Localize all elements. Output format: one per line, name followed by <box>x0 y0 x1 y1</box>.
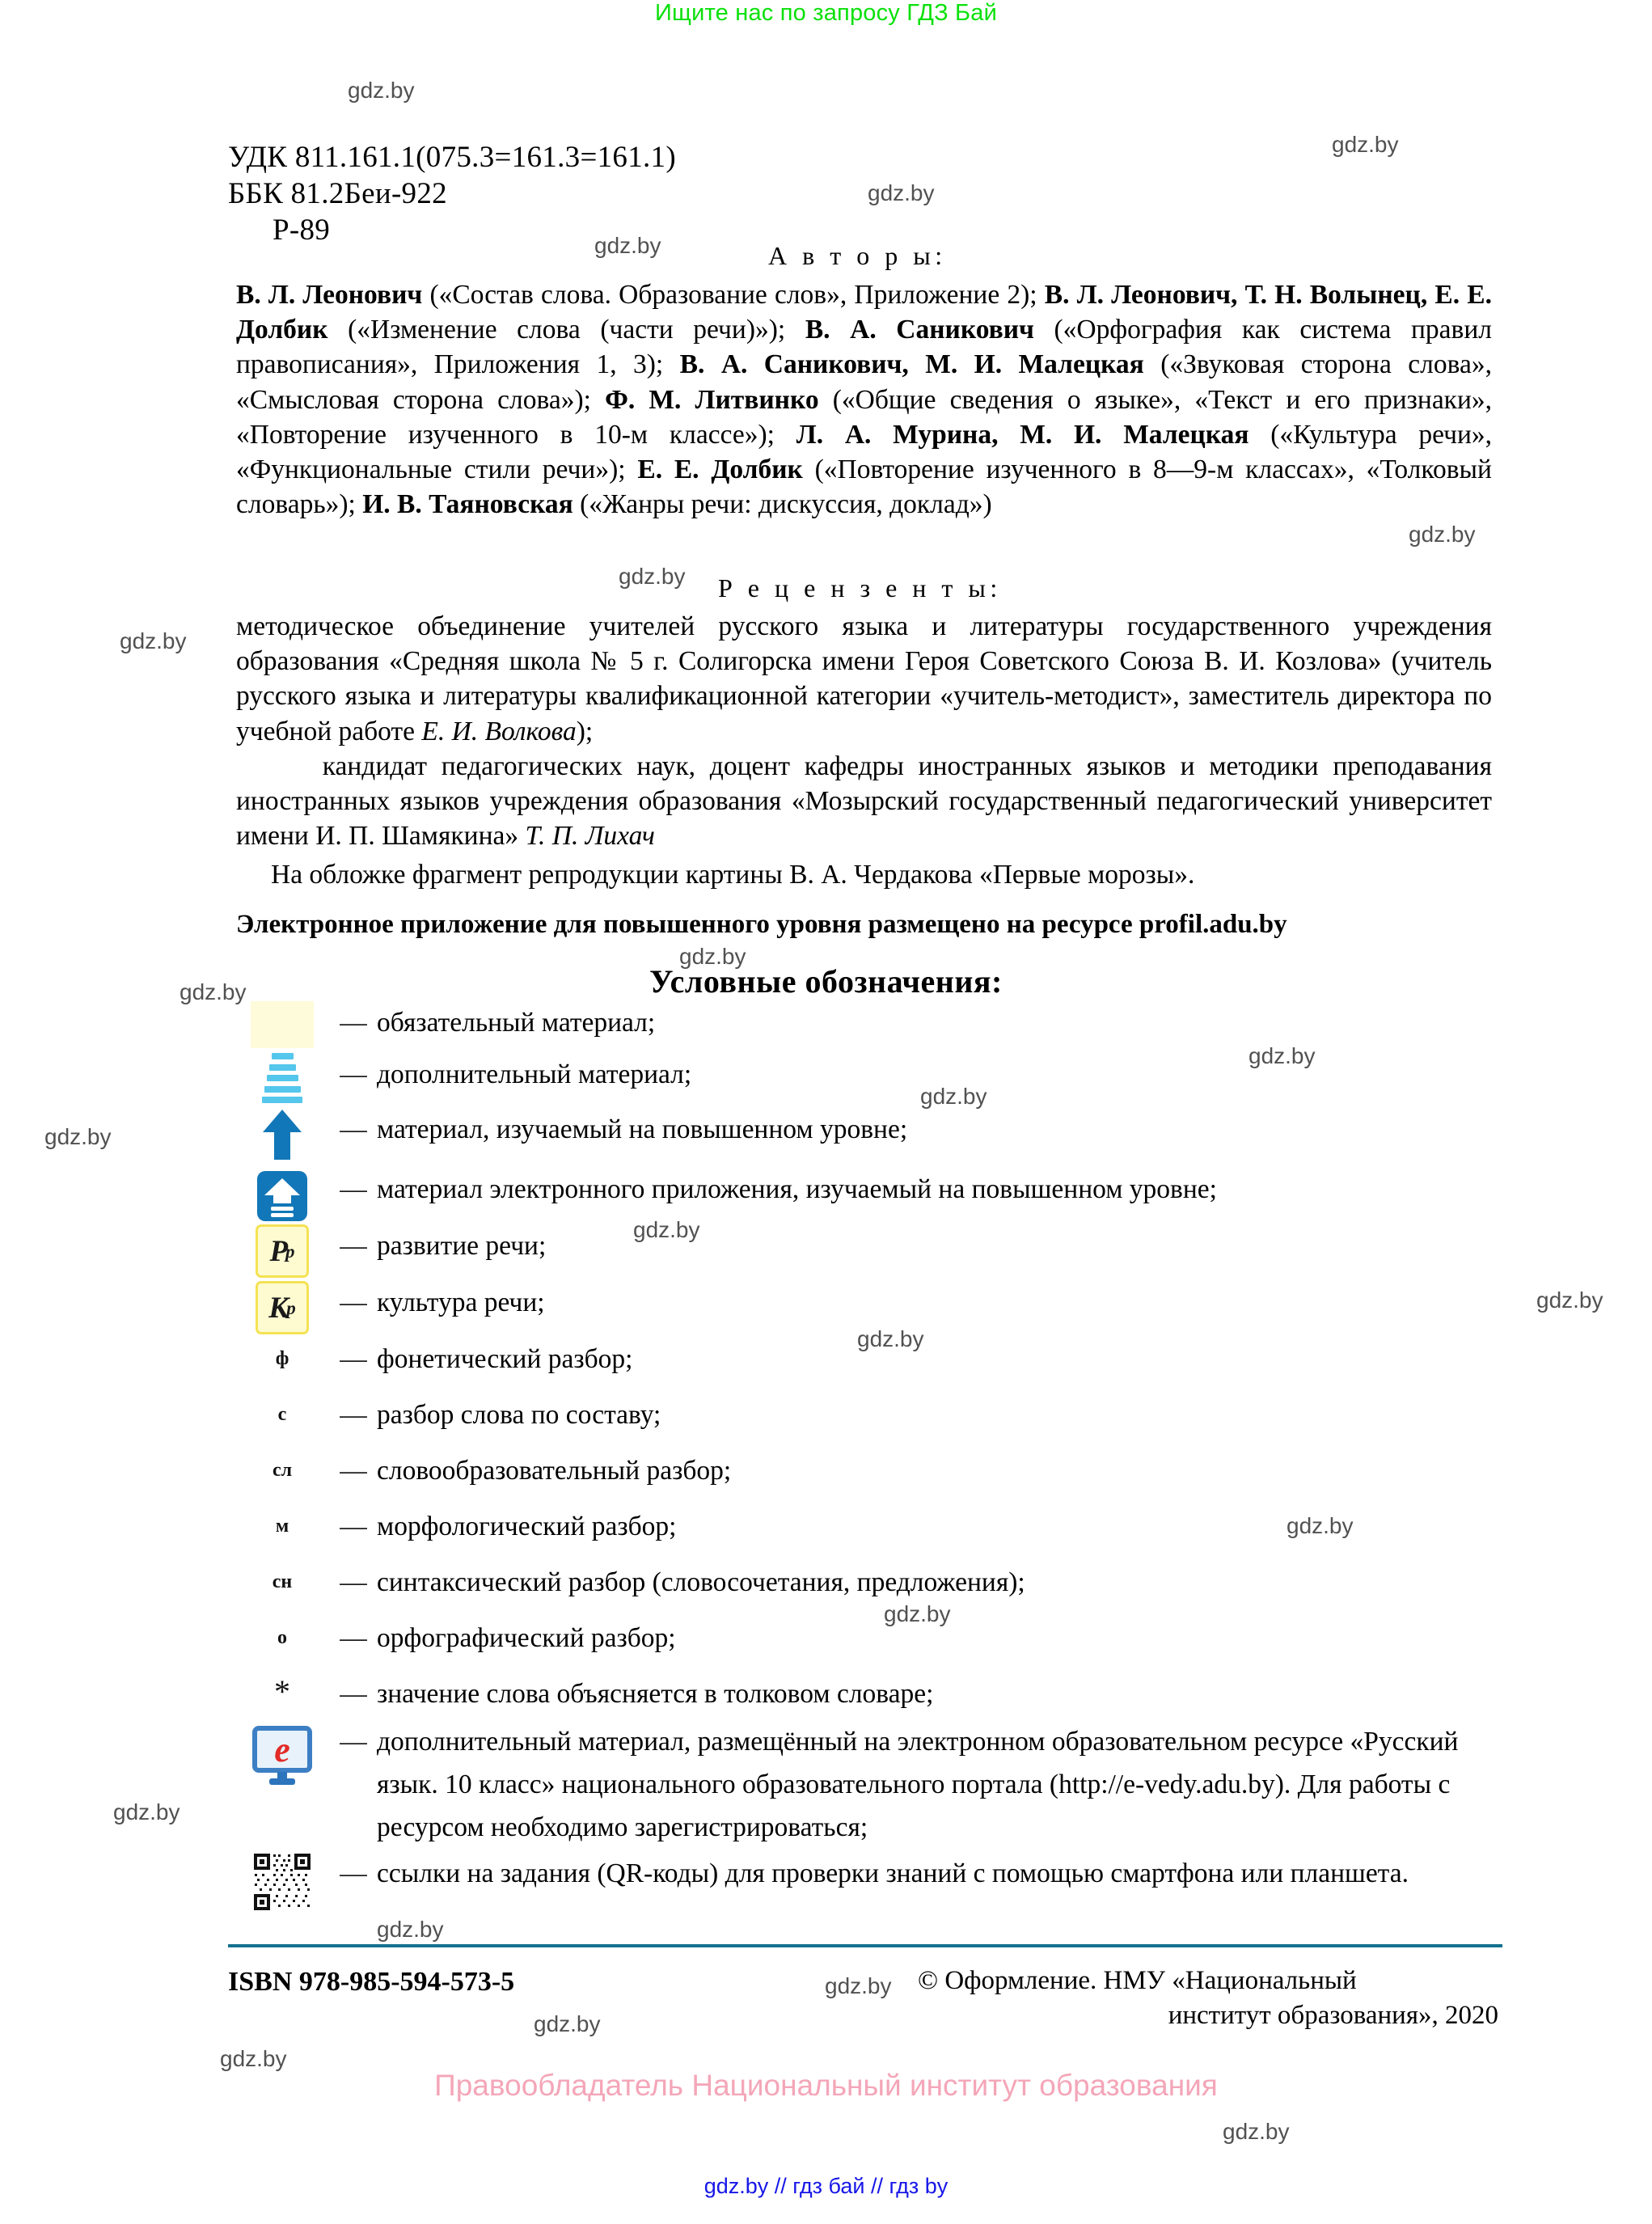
gdz-watermark: gdz.by <box>1536 1287 1603 1313</box>
legend-label: морфологический разбор; <box>377 1512 677 1541</box>
gdz-watermark: gdz.by <box>679 944 746 969</box>
electronic-appendix-note: Электронное приложение для повышенного уровня размещено на ресурсе profil.adu.by <box>236 910 1287 939</box>
legend-dash: — <box>340 1512 367 1541</box>
legend-label: фонетический разбор; <box>377 1344 633 1374</box>
speech-development-badge-icon: Р р <box>234 1224 330 1278</box>
reviewers-heading: Р е ц е н з е н т ы: <box>718 573 1002 603</box>
legend-dash: — <box>340 1059 367 1089</box>
reviewers-list <box>236 609 1492 853</box>
cover-illustration-note: На обложке фрагмент репродукции картины В. А. Чердакова «Первые морозы». <box>271 860 1195 890</box>
legend-item <box>234 1672 1496 1715</box>
shelf-code: Р-89 <box>273 214 331 247</box>
yellow-box-icon <box>234 1001 330 1048</box>
footer-divider <box>228 1944 1502 1947</box>
legend-dash: — <box>340 1456 367 1486</box>
svg-text:e: e <box>274 1730 290 1769</box>
legend-item <box>234 1449 1496 1505</box>
bbk-code: ББК 81.2Беи-922 <box>228 177 447 211</box>
legend-label: дополнительный материал; <box>377 1059 692 1089</box>
legend-dash: — <box>340 1008 367 1038</box>
copyright-line-2: институт образования», 2020 <box>1168 2001 1498 2030</box>
qr-code-icon <box>234 1852 330 1912</box>
gdz-watermark: gdz.by <box>348 78 415 103</box>
legend-dash: — <box>340 1114 367 1144</box>
legend-item <box>234 1852 1496 1912</box>
gdz-watermark: gdz.by <box>884 1601 951 1626</box>
gdz-watermark: gdz.by <box>868 180 935 205</box>
legend-label: разбор слова по составу; <box>377 1400 661 1430</box>
legend-dash: — <box>340 1623 367 1653</box>
copyright-notice <box>918 1964 1503 2033</box>
legend-label: словообразовательный разбор; <box>377 1456 732 1486</box>
gdz-watermark: gdz.by <box>1287 1513 1354 1538</box>
legend-label: ссылки на задания (QR-коды) для проверки знаний с помощью смартфона или планшета. <box>377 1858 1409 1888</box>
legend-title: Условные обозначения: <box>649 963 1003 1000</box>
superscript-wordformation-icon: сл <box>272 1460 293 1481</box>
superscript-orthographic-icon: о <box>277 1627 287 1648</box>
superscript-syntactic-icon: сн <box>272 1571 293 1592</box>
legend-dash: — <box>340 1727 367 1757</box>
legend-item <box>234 1108 1496 1161</box>
authors-text: В. Л. Леонович («Состав слова. Образование слов», Приложение 2); В. Л. Леонович, Т. Н. Волынец, Е. Е. Долбик («Изменение слова (части речи)»); В. А. Саникович («Орфография как система правил правописания», Приложения 1, 3); В. А. Саникович, М. И. Малецкая («Звуковая сторона слова», «Смысловая сторона слова»); Ф. М. Литвинко («Общие сведения о языке», «Текст и его признаки», «Повторение изученного в 10-м классе»); Л. А. Мурина, М. И. Малецкая («Культура речи», «Функциональные стили речи»); Е. Е. Долбик («Повторение изученного в 8—9-м классах», «Толковый словарь»); И. В. Таяновская («Жанры речи: дискуссия, доклад») <box>236 280 1493 520</box>
gdz-watermark: gdz.by <box>1332 132 1399 157</box>
legend-label: материал электронного приложения, изучаемый на повышенном уровне; <box>377 1174 1217 1204</box>
legend-label: развитие речи; <box>377 1231 547 1261</box>
gdz-watermark: gdz.by <box>44 1124 112 1149</box>
blue-up-arrow-icon <box>234 1108 330 1161</box>
legend-dash: — <box>340 1174 367 1204</box>
legend-dash: — <box>340 1567 367 1597</box>
legend-label: культура речи; <box>377 1287 545 1317</box>
legend-dash: — <box>340 1231 367 1261</box>
speech-culture-badge-icon: К р <box>234 1281 330 1334</box>
udk-code: УДК 811.161.1(075.3=161.3=161.1) <box>228 141 676 174</box>
legend-label: орфографический разбор; <box>377 1623 676 1653</box>
legend-label: синтаксический разбор (словосочетания, предложения); <box>377 1567 1025 1597</box>
legend-dash: — <box>340 1858 367 1888</box>
gdz-watermark: gdz.by <box>113 1799 180 1824</box>
monitor-e-icon <box>234 1720 330 1788</box>
gdz-watermark: gdz.by <box>920 1084 987 1109</box>
legend-item <box>234 1168 1496 1221</box>
legend-dash: — <box>340 1679 367 1709</box>
blue-dashes-icon <box>234 1053 330 1103</box>
reviewers-text: методическое объединение учителей русского языка и литературы государственного учреждения образования «Средняя школа № 5 г. Солигорска имени Героя Советского Союза В. И. Козлова» (учитель русского языка и литературы квалификационной категории «учитель-методист», заместитель директора по учебной работе Е. И. Волкова); кандидат педагогических наук, доцент кафедры иностранных языков и методики преподавания иностранных языков учреждения образования «Мозырский государственный педагогический университет имени И. П. Шамякина» Т. П. Лихач <box>236 611 1492 852</box>
gdz-watermark: gdz.by <box>825 1973 892 1998</box>
gdz-watermark: gdz.by <box>534 2011 601 2036</box>
gdz-watermark: gdz.by <box>619 564 686 589</box>
gdz-watermark: gdz.by <box>220 2046 287 2071</box>
superscript-composition-icon: с <box>277 1404 287 1425</box>
legend-item <box>234 1720 1496 1849</box>
gdz-watermark: gdz.by <box>857 1326 924 1351</box>
gdz-watermark: gdz.by <box>377 1917 444 1942</box>
copyright-line-1: © Оформление. НМУ «Национальный <box>918 1966 1357 1995</box>
promo-banner: Ищите нас по запросу ГДЗ Бай <box>654 0 997 26</box>
gdz-watermark: gdz.by <box>1249 1043 1316 1068</box>
asterisk-icon: * <box>274 1673 290 1710</box>
legend-list <box>234 1001 1496 1912</box>
legend-item <box>234 1224 1496 1278</box>
legend-dash: — <box>340 1287 367 1317</box>
legend-item <box>234 1561 1496 1617</box>
gdz-watermark: gdz.by <box>633 1217 700 1242</box>
upload-icon <box>234 1168 330 1221</box>
gdz-watermark: gdz.by <box>120 628 187 653</box>
isbn-value: ISBN 978-985-594-573-5 <box>228 1967 515 1997</box>
legend-item <box>234 1001 1496 1048</box>
legend-dash: — <box>340 1400 367 1430</box>
legend-label: обязательный материал; <box>377 1008 656 1038</box>
gdz-watermark: gdz.by <box>1409 522 1476 547</box>
gdz-watermark: gdz.by <box>180 979 247 1004</box>
legend-label: материал, изучаемый на повышенном уровне; <box>377 1114 908 1144</box>
gdz-watermark: gdz.by <box>1223 2119 1290 2144</box>
legend-dash: — <box>340 1344 367 1374</box>
legend-item <box>234 1617 1496 1672</box>
authors-list <box>236 277 1492 522</box>
legend-label: значение слова объясняется в толковом словаре; <box>377 1679 934 1709</box>
bottom-links-watermark: gdz.by // гдз бай // гдз by <box>703 2174 949 2198</box>
authors-heading: А в т о р ы: <box>768 241 947 270</box>
superscript-morphological-icon: м <box>275 1516 289 1537</box>
gdz-watermark: gdz.by <box>594 233 661 258</box>
legend-label: дополнительный материал, размещённый на электронном образовательном ресурсе «Русский язык. 10 класс» национального образовательного портала (http://e-vedy.adu.by). Для работы с ресурсом необходимо зарегистрироваться; <box>377 1727 1459 1842</box>
rights-holder-watermark: Правообладатель Национальный институт образования <box>434 2069 1218 2102</box>
legend-item <box>234 1393 1496 1449</box>
superscript-phonetic-icon: ф <box>275 1348 289 1369</box>
